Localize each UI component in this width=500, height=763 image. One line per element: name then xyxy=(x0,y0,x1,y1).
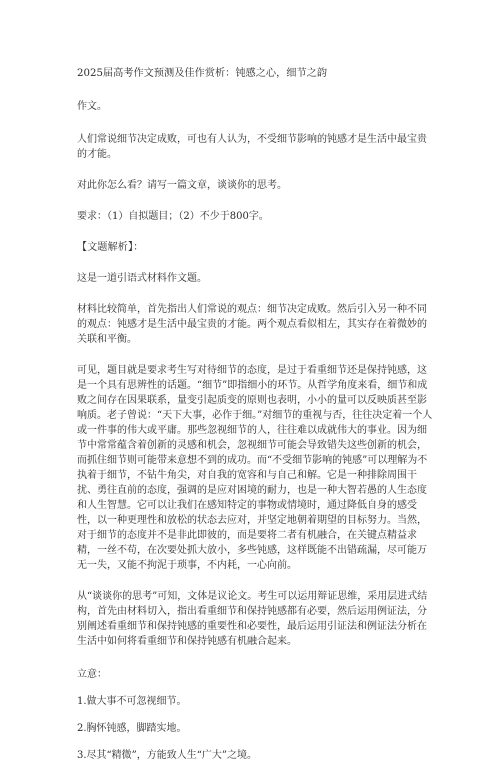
idea-item: 1.做大事不可忽视细节。 xyxy=(77,696,187,707)
analysis-paragraph-1: 材料比较简单，首先指出人们常说的观点：细节决定成败。然后引入另一种不同的观点：钝感才是生活中最宝贵的才能。两个观点看似相左，其实存在着微妙的关联和平衡。 xyxy=(77,304,427,345)
prompt-question: 对此你怎么看？请写一篇文章，谈谈你的思考。 xyxy=(77,180,287,191)
idea-item: 3.尽其“精微”，方能致人生“广大”之境。 xyxy=(77,750,257,761)
requirements: 要求：（1）自拟题目；（2）不少于800字。 xyxy=(77,211,269,222)
analysis-paragraph-2: 可见，题目就是要求考生写对待细节的态度，是过于看重细节还是保持钝感，这是一个具有思辨性的话题。“细节”即指细小的环节。从哲学角度来看，细节和成败之间存在因果联系，量变引起质变的原则也表明，小小的量可以反映质甚至影响质。老子曾说：“天下大事，必作于细。”对细节的重视与否，往往决定着一个人或一件事的伟大或平庸。那些忽视细节的人，往往难以成就伟大的事业。因为细节中常常蕴含着创新的灵感和机会，忽视细节可能会导致错失这些创新的机会，而抓住细节则可能带来意想不到的成功。而“不受细节影响的钝感”可以理解为不执着于细节，不钻牛角尖，对自我的宽容和与自己和解。它是一种排除周围干扰、勇往直前的态度，强调的是应对困境的耐力，也是一种大智若愚的人生态度和人生智慧。它可以让我们在感知特定的事物或情境时，通过降低自身的感受性，以一种更理性和放松的状态去应对，并坚定地朝着期望的目标努力。当然，对于细节的态度并不是非此即彼的，而是要将二者有机融合，在关键点精益求精，一丝不苟，在次要处抓大放小，多些钝感，这样既能不出错疏漏，尽可能万无一失，又能不拘泥于琐事，不内耗，一心向前。 xyxy=(77,365,433,571)
idea-item: 2.胸怀钝感，脚踏实地。 xyxy=(77,723,187,734)
ideas-heading: 立意： xyxy=(77,669,107,680)
document-title: 2025届高考作文预测及佳作赏析：钝感之心，细节之韵 xyxy=(77,68,328,79)
analysis-heading: 【文题解析】： xyxy=(77,242,144,253)
analysis-paragraph-3: 从“谈谈你的思考”可知，文体是议论文。考生可以运用辩证思维，采用层进式结构，首先由材料切入，指出看重细节和保持钝感都有必要，然后运用例证法，分别阐述看重细节和保持钝感的重要性和必要性，最后运用引证法和例证法分析在生活中如何将看重细节和保持钝感有机融合起来。 xyxy=(77,591,428,647)
ideas-list xyxy=(77,694,433,763)
document-body xyxy=(77,66,433,763)
prompt-material: 人们常说细节决定成败，可也有人认为，不受细节影响的钝感才是生活中最宝贵的才能。 xyxy=(77,134,427,160)
analysis-type: 这是一道引语式材料作文题。 xyxy=(77,273,207,284)
essay-label-line: 作文。 xyxy=(77,101,107,112)
